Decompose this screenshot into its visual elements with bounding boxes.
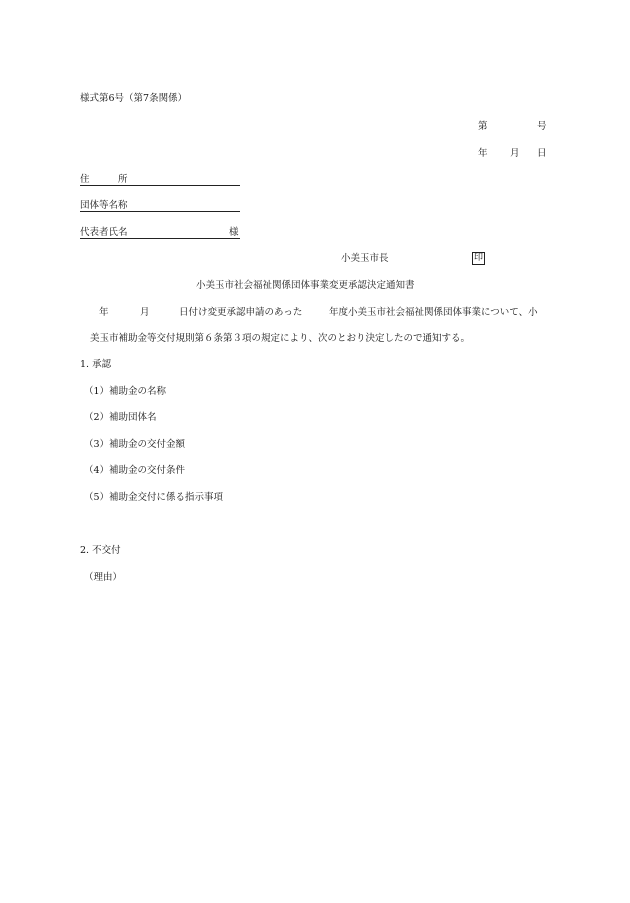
organization-name-underline — [80, 211, 240, 212]
body-line1-text: 日付け変更承認申請のあった — [179, 307, 303, 318]
honorific: 様 — [229, 227, 239, 238]
address-underline — [80, 185, 240, 186]
form-number-label: 様式第6号（第7条関係） — [80, 93, 188, 104]
address-label-part2: 所 — [118, 174, 128, 185]
seal-mark: 印 — [473, 253, 483, 263]
address-label-part1: 住 — [80, 174, 90, 185]
section1-item: （4）補助金の交付条件 — [84, 465, 186, 476]
document-number-suffix: 号 — [537, 121, 547, 132]
section1-item: （5）補助金交付に係る指示事項 — [84, 492, 224, 503]
section1-heading: 1. 承認 — [80, 359, 112, 370]
section1-item: （1）補助金の名称 — [84, 386, 167, 397]
body-year: 年 — [99, 307, 109, 318]
section1-item: （2）補助団体名 — [84, 412, 157, 423]
date-month: 月 — [510, 148, 520, 159]
document-title: 小美玉市社会福祉関係団体事業変更承認決定通知書 — [196, 280, 415, 291]
section2-reason-label: （理由） — [84, 572, 123, 583]
body-month: 月 — [140, 307, 150, 318]
body-line1-fiscal-text: 年度小美玉市社会福祉関係団体事業について、小 — [329, 307, 538, 318]
section1-item: （3）補助金の交付金額 — [84, 439, 186, 450]
section2-heading: 2. 不交付 — [80, 545, 121, 556]
representative-name-label: 代表者氏名 — [80, 227, 128, 238]
representative-name-underline — [80, 238, 240, 239]
document-number-prefix: 第 — [478, 121, 488, 132]
body-line2-text: 美玉市補助金等交付規則第６条第３項の規定により、次のとおり決定したので通知する。 — [90, 333, 471, 344]
date-year: 年 — [478, 148, 488, 159]
issuer-title: 小美玉市長 — [341, 253, 389, 264]
organization-name-label: 団体等名称 — [80, 200, 128, 211]
date-day: 日 — [537, 148, 547, 159]
